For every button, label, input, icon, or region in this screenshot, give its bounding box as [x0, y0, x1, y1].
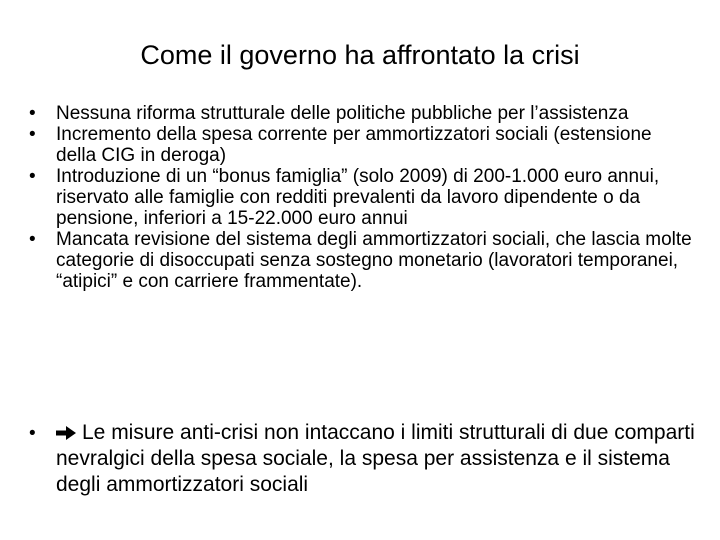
bullet-item-missing-revision: • Mancata revisione del sistema degli ammortizzatori sociali, che lascia molte categorie di disoccupati senza sostegno monetario (lavoratori temporanei, “atipici” e con carriere frammentate).: [56, 229, 696, 292]
bullet-item-spending-increase: • Incremento della spesa corrente per ammortizzatori sociali (estensione della CIG in deroga): [56, 124, 696, 166]
conclusion-list: [56, 420, 696, 498]
right-arrow-icon: [56, 426, 76, 440]
bullet-item-no-reform: • Nessuna riforma strutturale delle politiche pubbliche per l’assistenza: [56, 103, 696, 124]
conclusion-item: [56, 420, 696, 498]
slide-title: Come il governo ha affrontato la crisi: [140, 40, 580, 70]
bullet-item-family-bonus: • Introduzione di un “bonus famiglia” (solo 2009) di 200-1.000 euro annui, riservato alle famiglie con redditi prevalenti da lavoro dipendente o da pensione, inferiori a 15-22.000 euro annui: [56, 166, 696, 229]
conclusion-text: Le misure anti-crisi non intaccano i limiti strutturali di due comparti nevralgici della spesa sociale, la spesa per assistenza e il sistema degli ammortizzatori sociali: [56, 421, 695, 496]
bullet-list: [56, 103, 696, 292]
